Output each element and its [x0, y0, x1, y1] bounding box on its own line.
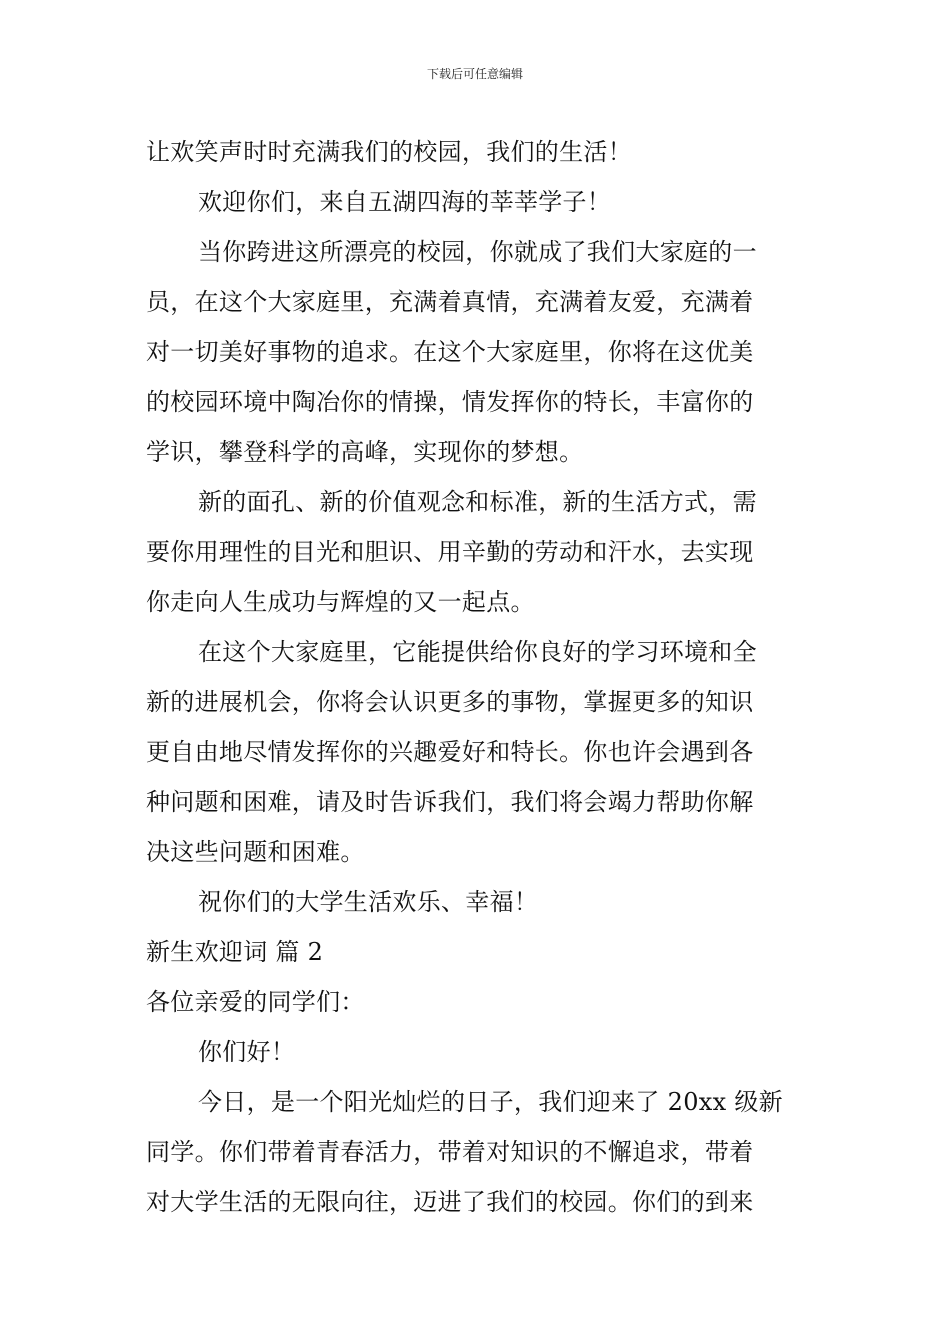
- salutation: 各位亲爱的同学们：: [146, 988, 365, 1016]
- text-line: 在这个大家庭里，它能提供给你良好的学习环境和全: [198, 638, 757, 666]
- text-line: 学识，攀登科学的高峰，实现你的梦想。: [146, 438, 584, 466]
- page-header: 下载后可任意编辑: [426, 67, 523, 81]
- text-line: 要你用理性的目光和胆识、用辛勤的劳动和汗水，去实现: [146, 538, 754, 566]
- text-line: 今日，是一个阳光灿烂的日子，我们迎来了 20xx 级新: [198, 1088, 783, 1116]
- text-line: 对一切美好事物的追求。在这个大家庭里，你将在这优美: [146, 338, 754, 366]
- section-heading: 新生欢迎词 篇 2: [146, 938, 324, 966]
- text-line: 欢迎你们，来自五湖四海的莘莘学子！: [198, 188, 612, 216]
- text-line: 新的面孔、新的价值观念和标准，新的生活方式，需: [198, 488, 757, 516]
- text-line: 祝你们的大学生活欢乐、幸福！: [198, 888, 539, 916]
- text-line: 同学。你们带着青春活力，带着对知识的不懈追求，带着: [146, 1138, 754, 1166]
- text-line: 的校园环境中陶冶你的情操，情发挥你的特长，丰富你的: [146, 388, 754, 416]
- text-line: 更自由地尽情发挥你的兴趣爱好和特长。你也许会遇到各: [146, 738, 754, 766]
- text-line: 对大学生活的无限向往，迈进了我们的校园。你们的到来: [146, 1188, 754, 1216]
- text-line: 你走向人生成功与辉煌的又一起点。: [146, 588, 535, 616]
- text-line: 让欢笑声时时充满我们的校园，我们的生活！: [146, 138, 632, 166]
- text-line: 决这些问题和困难。: [146, 838, 365, 866]
- text-line: 当你跨进这所漂亮的校园，你就成了我们大家庭的一: [198, 238, 757, 266]
- greeting: 你们好！: [198, 1038, 296, 1066]
- text-line: 种问题和困难，请及时告诉我们，我们将会竭力帮助你解: [146, 788, 754, 816]
- text-line: 员，在这个大家庭里，充满着真情，充满着友爱，充满着: [146, 288, 754, 316]
- document-body: [146, 127, 811, 1227]
- text-line: 新的进展机会，你将会认识更多的事物，掌握更多的知识: [146, 688, 754, 716]
